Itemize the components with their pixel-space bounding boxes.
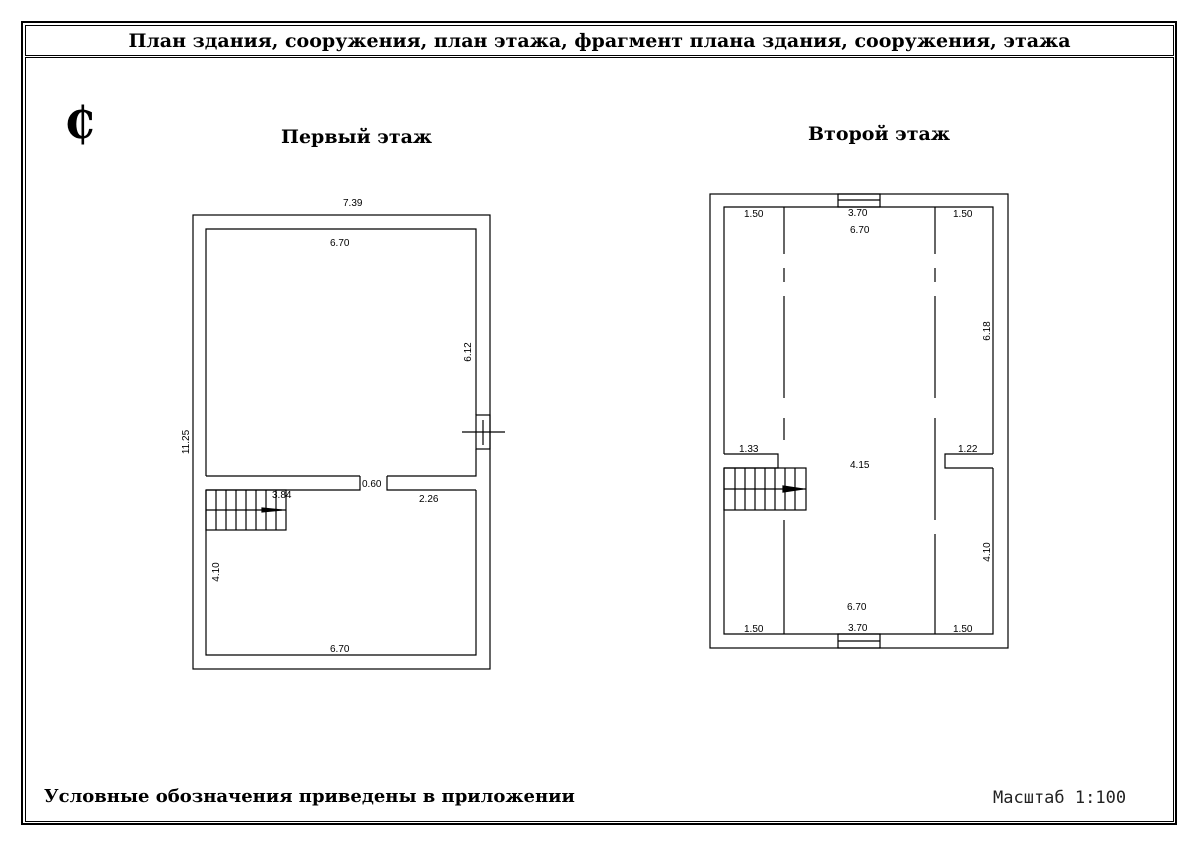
second-floor-stairs: [724, 468, 806, 510]
dim-lower-height: 4.10: [211, 562, 222, 582]
first-floor-title: Первый этаж: [281, 126, 433, 148]
dim2-bottom-left: 1.50: [744, 624, 764, 635]
sheet-title: План здания, сооружения, план этажа, фрагмент плана здания, сооружения, этажа: [25, 25, 1174, 56]
dim-outer-width: 7.39: [343, 198, 363, 209]
dim2-top-mid: 3.70: [848, 208, 868, 219]
scale-label: Масштаб 1:100: [993, 788, 1127, 808]
dim-bottom-inner: 6.70: [330, 644, 350, 655]
dim2-mid-left: 1.33: [739, 444, 759, 455]
dim2-right-lower: 4.10: [982, 542, 993, 562]
dim2-top-inner: 6.70: [850, 225, 870, 236]
dim-total-height: 11.25: [181, 429, 192, 455]
dim-opening: 0.60: [362, 479, 382, 490]
dim2-bottom-right: 1.50: [953, 624, 973, 635]
dim-stair: 3.84: [272, 490, 292, 501]
dim2-top-right: 1.50: [953, 209, 973, 220]
legend-note: Условные обозначения приведены в приложении: [44, 786, 575, 807]
upper-room-wall-right-lower: [387, 449, 476, 476]
second-floor-title: Второй этаж: [808, 123, 951, 145]
dim-room-height: 6.12: [463, 342, 474, 362]
dim2-top-left: 1.50: [744, 209, 764, 220]
north-arrow-icon: ₵: [64, 98, 95, 149]
second-floor-outer-wall: [710, 194, 1008, 648]
dim2-mid-right: 1.22: [958, 444, 978, 455]
dim-top-inner: 6.70: [330, 238, 350, 249]
dim2-bottom-mid: 3.70: [848, 623, 868, 634]
upper-room-wall: [206, 229, 476, 476]
dim-right-room: 2.26: [419, 494, 439, 505]
dim2-right-upper: 6.18: [982, 321, 993, 341]
first-floor-outer-wall: [193, 215, 490, 669]
first-floor-plan: [193, 215, 505, 669]
second-floor-plan: [710, 194, 1008, 648]
dim2-bottom-inner: 6.70: [847, 602, 867, 613]
dim2-mid-center: 4.15: [850, 460, 870, 471]
